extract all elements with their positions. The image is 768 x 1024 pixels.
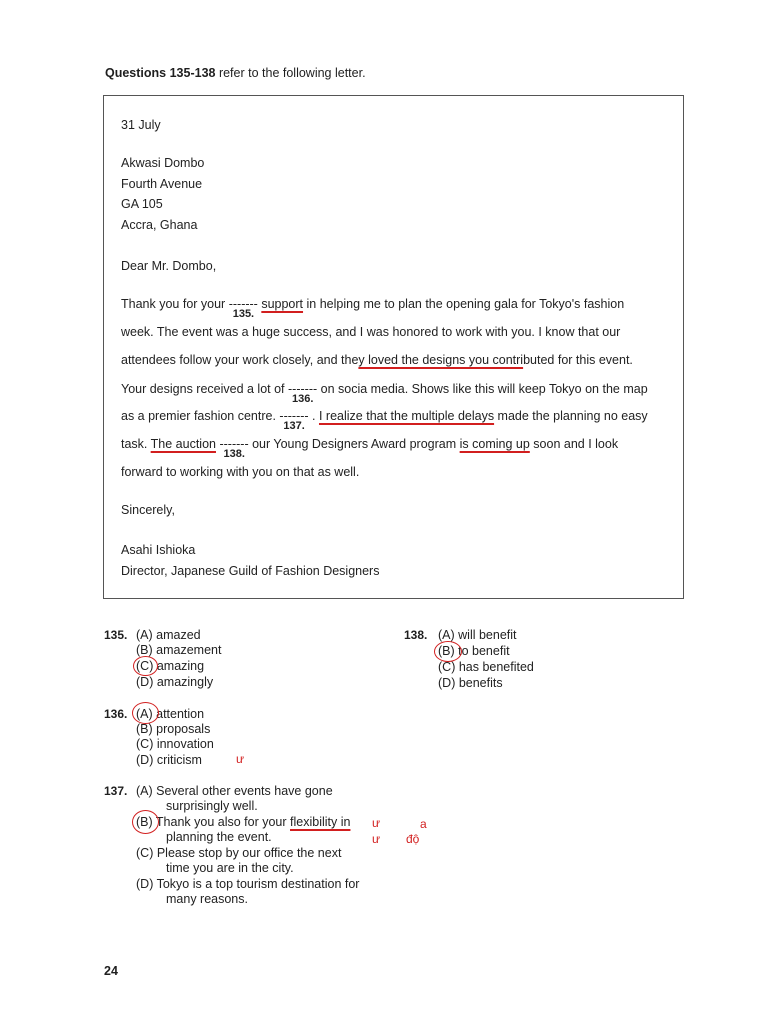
option-135-a: (A) amazed bbox=[136, 628, 201, 642]
answer-circle-138 bbox=[434, 641, 462, 662]
question-number-136: 136. bbox=[104, 707, 128, 721]
option-136-b: (B) proposals bbox=[136, 722, 211, 736]
handwritten-note: ư bbox=[372, 816, 381, 830]
option-135-c: (C) amazing bbox=[136, 659, 205, 673]
page-number: 24 bbox=[104, 964, 118, 978]
option-138-c: (C) has benefited bbox=[438, 660, 534, 674]
blank-number-137: 137. bbox=[283, 420, 305, 432]
handwritten-note: a bbox=[420, 817, 427, 831]
option-136-a: (A) attention bbox=[136, 707, 205, 721]
question-number-135: 135. bbox=[104, 628, 128, 642]
closing: Sincerely, bbox=[121, 503, 175, 517]
answer-circle-137 bbox=[132, 810, 159, 834]
address-line: Accra, Ghana bbox=[121, 218, 198, 232]
blank-number-135: 135. bbox=[232, 308, 255, 320]
option-137-d-cont: many reasons. bbox=[166, 892, 248, 906]
address-line: GA 105 bbox=[121, 197, 163, 211]
option-137-c-cont: time you are in the city. bbox=[166, 861, 294, 875]
answer-circle-135 bbox=[133, 656, 158, 676]
letter-line-2: week. The event was a huge success, and I was honored to work with you. I know that our bbox=[121, 325, 621, 339]
blank-number-136: 136. bbox=[292, 393, 314, 405]
letter-line-1: Thank you for your ------- 135. support in helping me to plan the opening gala for Tokyo's fashion bbox=[121, 297, 625, 320]
option-136-d: (D) criticism bbox=[136, 753, 202, 767]
option-137-b: (B) Thank you also for your flexibility in bbox=[136, 815, 351, 829]
option-135-d: (D) amazingly bbox=[136, 675, 214, 689]
letter-date: 31 July bbox=[121, 118, 161, 132]
letter-line-7: forward to working with you on that as well. bbox=[121, 465, 360, 479]
question-number-138: 138. bbox=[404, 628, 428, 642]
handwritten-note: ư bbox=[236, 752, 245, 766]
signer-name: Asahi Ishioka bbox=[121, 543, 196, 557]
option-137-a-cont: surprisingly well. bbox=[166, 799, 258, 813]
letter-line-6: task. The auction ------- 138. our Young Designers Award program is coming up soon and I look bbox=[121, 437, 619, 460]
option-137-c: (C) Please stop by our office the next bbox=[136, 846, 342, 860]
letter-line-3: attendees follow your work closely, and they loved the designs you contributed for this event. bbox=[121, 353, 633, 367]
handwritten-note: ư bbox=[372, 832, 381, 846]
question-number-137: 137. bbox=[104, 784, 128, 798]
option-138-d: (D) benefits bbox=[438, 676, 503, 690]
option-137-d: (D) Tokyo is a top tourism destination for bbox=[136, 877, 360, 891]
salutation: Dear Mr. Dombo, bbox=[121, 259, 217, 273]
option-136-c: (C) innovation bbox=[136, 737, 214, 751]
letter-line-4: Your designs received a lot of ------- 136. on socia media. Shows like this will keep Tokyo on the map bbox=[121, 382, 648, 405]
questions-heading: Questions 135-138 refer to the following letter. bbox=[105, 66, 366, 80]
option-137-b-cont: planning the event. bbox=[166, 830, 272, 844]
address-line: Fourth Avenue bbox=[121, 177, 203, 191]
handwritten-note: độ bbox=[406, 832, 420, 846]
answer-circle-136 bbox=[132, 702, 159, 724]
letter-box bbox=[103, 95, 684, 599]
letter-line-5: as a premier fashion centre. ------- 137. . I realize that the multiple delays made the planning no easy bbox=[121, 409, 648, 432]
option-138-a: (A) will benefit bbox=[438, 628, 517, 642]
option-135-b: (B) amazement bbox=[136, 643, 222, 657]
option-138-b: (B) to benefit bbox=[438, 644, 510, 658]
option-137-a: (A) Several other events have gone bbox=[136, 784, 333, 798]
address-line: Akwasi Dombo bbox=[121, 156, 205, 170]
signer-title: Director, Japanese Guild of Fashion Designers bbox=[121, 564, 380, 578]
blank-number-138: 138. bbox=[223, 448, 245, 460]
